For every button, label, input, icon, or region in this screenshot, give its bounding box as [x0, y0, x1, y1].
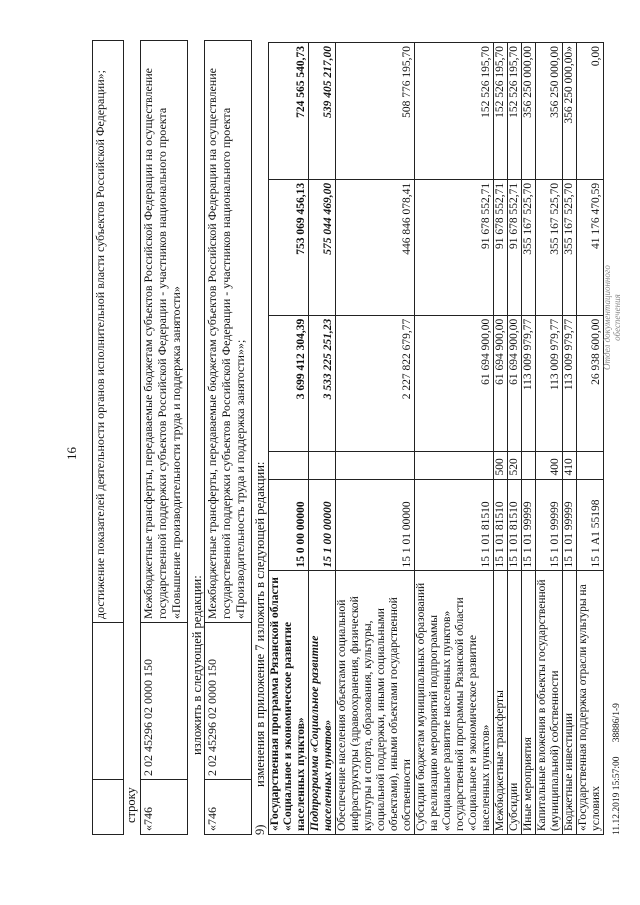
cell-target-article: 15 1 01 81510 [508, 479, 522, 571]
cell-amount-year-3: 508 776 195,70 [336, 43, 415, 180]
office-stamp [602, 265, 622, 370]
table-row [508, 43, 522, 835]
cell-name: Бюджетные инвестиции [563, 571, 577, 835]
cell-name: «Государственная поддержка отрасли культуры на условиях [577, 571, 604, 835]
footer-doc-number: 38886/1-9 [612, 703, 622, 743]
cell-prefix: «746 [205, 780, 252, 835]
cell-target-article: 15 1 01 81510 [494, 479, 508, 571]
page-number: 16 [64, 447, 79, 460]
cell-amount-year-2: 575 044 469,00 [309, 179, 336, 315]
table-row [563, 43, 577, 835]
cell-name: Субсидии [508, 571, 522, 835]
cell-amount-year-3: 0,00 [577, 43, 604, 180]
cell-target-article: 15 1 01 99999 [522, 479, 536, 571]
cell-expense-type: 500 [494, 451, 508, 479]
cell-amount-year-2: 91 678 552,71 [415, 179, 494, 315]
cell-amount-year-1: 113 009 979,77 [563, 315, 577, 451]
footer [612, 703, 622, 835]
cell-target-article: 15 1 01 00000 [336, 479, 415, 571]
cell-amount-year-3: 152 526 195,70 [508, 43, 522, 180]
cell-expense-type [309, 451, 336, 479]
table-row [536, 43, 563, 835]
table-row [205, 41, 252, 835]
cell-name: Субсидии бюджетам муниципальных образований на реализацию мероприятий подпрограммы «Социальное развитие населенных пунктов» государственной программы Рязанской области «Социальное и экономическое развитие населенных пунктов» [415, 571, 494, 835]
top-table [92, 40, 124, 835]
cell-amount-year-2: 446 846 078,41 [336, 179, 415, 315]
cell-amount-year-3: 356 250 000,00» [563, 43, 577, 180]
table-row [336, 43, 415, 835]
cell-amount-year-1: 3 533 225 251,23 [309, 315, 336, 451]
cell-name: Капитальные вложения в объекты государственной (муниципальной) собственности [536, 571, 563, 835]
table-row [93, 41, 124, 835]
cell-target-article: 15 0 00 00000 [269, 479, 309, 571]
cell-amount-year-2: 355 167 525,70 [536, 179, 563, 315]
cell-amount-year-2: 91 678 552,71 [508, 179, 522, 315]
cell-amount-year-2: 355 167 525,70 [522, 179, 536, 315]
cell-amount-year-2: 355 167 525,70 [563, 179, 577, 315]
cell-text: достижение показателей деятельности органов исполнительной власти субъектов Российской Федерации»; [93, 41, 124, 623]
table-row [522, 43, 536, 835]
cell-expense-type [269, 451, 309, 479]
cell-target-article: 15 1 00 00000 [309, 479, 336, 571]
table-row [269, 43, 309, 835]
cell-amount-year-1: 3 699 412 304,39 [269, 315, 309, 451]
cell-expense-type [415, 451, 494, 479]
cell-name: Обеспечение населения объектами социальной инфраструктуры (здравоохранения, физической культуры и спорта, образования, культуры, социальной поддержки, иными социальными объектами), иными объектами государственной собственности [336, 571, 415, 835]
table-row [415, 43, 494, 835]
cell-name: Иные мероприятия [522, 571, 536, 835]
cell-kbk [93, 623, 124, 780]
cell-amount-year-1: 113 009 979,77 [536, 315, 563, 451]
cell-expense-type: 400 [536, 451, 563, 479]
cell-text: Межбюджетные трансферты, передаваемые бюджетам субъектов Российской Федерации на осуществление государственной поддержки субъектов Российской Федерации - участников национального проекта «Производительность труда и поддержка занятости»»; [205, 41, 252, 623]
cell-amount-year-3: 539 405 217,00 [309, 43, 336, 180]
cell-prefix: «746 [141, 780, 188, 835]
cell-amount-year-1: 2 227 822 679,77 [336, 315, 415, 451]
cell-name: Подпрограмма «Социальное развитие населенных пунктов» [309, 571, 336, 835]
cell-text: Межбюджетные трансферты, передаваемые бюджетам субъектов Российской Федерации на осуществление государственной поддержки субъектов Российской Федерации - участников национального проекта «Повышение производительности труда и поддержка занятости» [141, 41, 188, 623]
cell-amount-year-3: 152 526 195,70 [494, 43, 508, 180]
cell-expense-type: 520 [508, 451, 522, 479]
cell-kbk: 2 02 45296 02 0000 150 [205, 623, 252, 780]
table-row [141, 41, 188, 835]
cell-expense-type: 410 [563, 451, 577, 479]
cell-target-article: 15 1 A1 55198 [577, 479, 604, 571]
cell-kbk: 2 02 45296 02 0000 150 [141, 623, 188, 780]
cell-target-article: 15 1 01 81510 [415, 479, 494, 571]
appendix-7-table [268, 42, 604, 835]
cell-amount-year-3: 152 526 195,70 [415, 43, 494, 180]
stamp-line-1: Отдел документационного [602, 265, 612, 370]
cell-amount-year-3: 356 250 000,00 [536, 43, 563, 180]
footer-datetime: 11.12.2019 15:57:00 [612, 756, 622, 835]
cell-expense-type [336, 451, 415, 479]
cell-amount-year-2: 91 678 552,71 [494, 179, 508, 315]
line-izlozhit: изложить в следующей редакции: [190, 575, 204, 755]
new-row-table [204, 40, 252, 835]
old-row-table [140, 40, 188, 835]
table-row [577, 43, 604, 835]
cell-name: Межбюджетные трансферты [494, 571, 508, 835]
table-row [494, 43, 508, 835]
cell-amount-year-1: 61 694 900,00 [508, 315, 522, 451]
cell-amount-year-3: 724 565 540,73 [269, 43, 309, 180]
cell-code [93, 780, 124, 835]
section-9-number: 9) [253, 824, 267, 835]
cell-target-article: 15 1 01 99999 [536, 479, 563, 571]
cell-name: «Государственная программа Рязанской области «Социальное и экономическое развитие населенных пунктов» [269, 571, 309, 835]
cell-expense-type [577, 451, 604, 479]
cell-amount-year-2: 753 069 456,13 [269, 179, 309, 315]
cell-target-article: 15 1 01 99999 [563, 479, 577, 571]
stamp-line-2: обеспечения [612, 294, 622, 341]
cell-amount-year-3: 356 250 000,00 [522, 43, 536, 180]
cell-amount-year-1: 61 694 900,00 [494, 315, 508, 451]
cell-amount-year-2: 41 176 470,59 [577, 179, 604, 315]
cell-expense-type [522, 451, 536, 479]
line-stroku: строку [124, 787, 138, 823]
table-row [309, 43, 336, 835]
cell-amount-year-1: 61 694 900,00 [415, 315, 494, 451]
cell-amount-year-1: 26 938 600,00 [577, 315, 604, 451]
section-9-text: изменения в приложение 7 изложить в следующей редакции: [253, 461, 267, 787]
cell-amount-year-1: 113 009 979,77 [522, 315, 536, 451]
